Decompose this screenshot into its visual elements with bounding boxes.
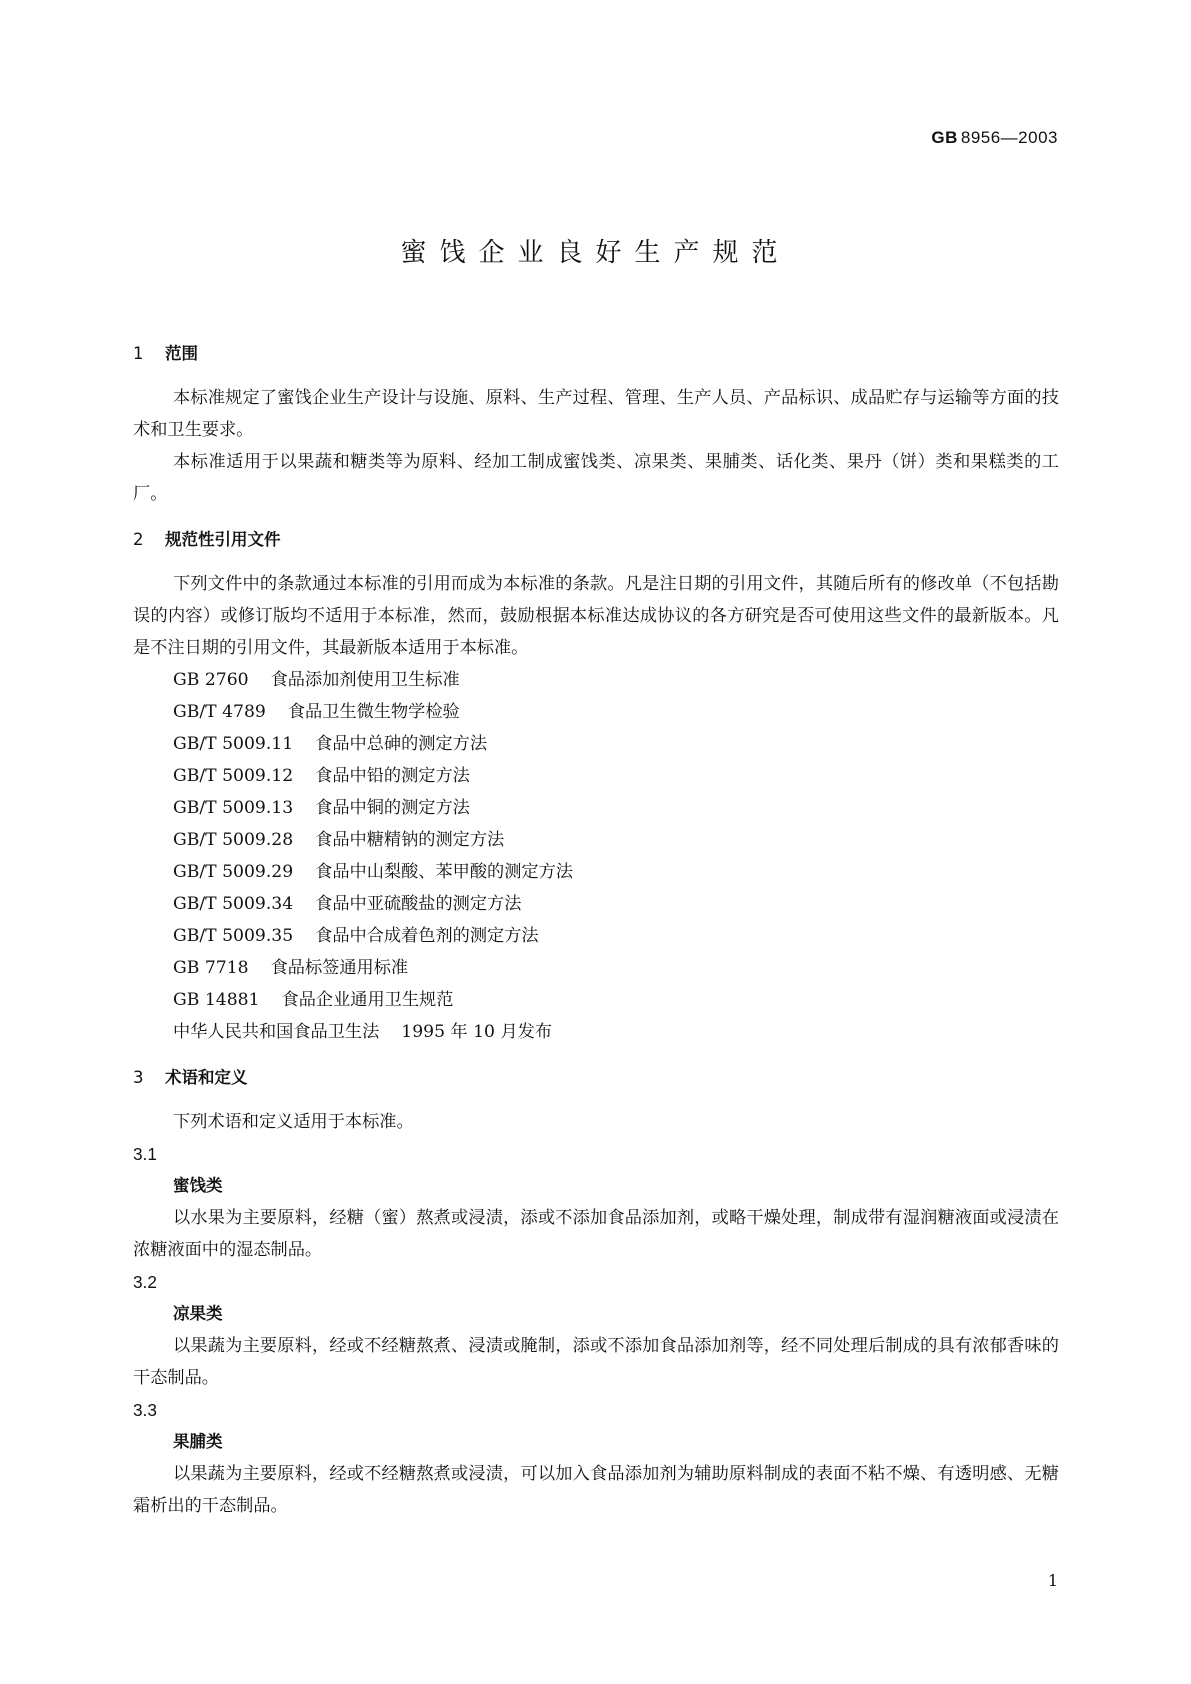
section-heading-normative-references (133, 524, 1059, 556)
reference-title: 食品中糖精钠的测定方法 (315, 830, 505, 850)
reference-code: 中华人民共和国食品卫生法 (173, 1022, 380, 1042)
section-title: 范围 (165, 344, 198, 363)
term-name: 果脯类 (173, 1432, 223, 1451)
paragraph: 本标准规定了蜜饯企业生产设计与设施、原料、生产过程、管理、生产人员、产品标识、成品贮存与运输等方面的技术和卫生要求。 (133, 388, 1059, 440)
reference-item (133, 664, 1059, 696)
reference-item (133, 856, 1059, 888)
section-number: 2 (133, 530, 144, 549)
reference-title: 食品标签通用标准 (270, 958, 409, 978)
reference-title: 食品卫生微生物学检验 (287, 702, 460, 722)
standard-code (931, 128, 1058, 148)
section-title: 规范性引用文件 (165, 530, 281, 549)
reference-item (133, 696, 1059, 728)
paragraph: 下列术语和定义适用于本标准。 (173, 1112, 414, 1132)
reference-code: GB/T 4789 (173, 702, 266, 722)
paragraph: 下列文件中的条款通过本标准的引用而成为本标准的条款。凡是注日期的引用文件，其随后所有的修改单（不包括勘误的内容）或修订版均不适用于本标准，然而，鼓励根据本标准达成协议的各方研究是否可使用这些文件的最新版本。凡是不注日期的引用文件，其最新版本适用于本标准。 (133, 574, 1059, 658)
reference-title: 1995 年 10 月发布 (401, 1022, 553, 1042)
reference-code: GB 7718 (173, 958, 249, 978)
term-name: 蜜饯类 (173, 1176, 223, 1195)
term-definition: 以水果为主要原料，经糖（蜜）熬煮或浸渍，添或不添加食品添加剂，或略干燥处理，制成带有湿润糖液面或浸渍在浓糖液面中的湿态制品。 (133, 1208, 1059, 1260)
section-heading-terms-and-definitions (133, 1062, 1059, 1094)
reference-code: GB 14881 (173, 990, 260, 1010)
reference-code: GB/T 5009.11 (173, 734, 294, 754)
term-definition: 以果蔬为主要原料，经或不经糖熬煮或浸渍，可以加入食品添加剂为辅助原料制成的表面不粘不燥、有透明感、无糖霜析出的干态制品。 (133, 1464, 1059, 1516)
reference-title: 食品中合成着色剂的测定方法 (315, 926, 539, 946)
page-number: 1 (1047, 1571, 1058, 1590)
reference-item (133, 1016, 1059, 1048)
reference-title: 食品中山梨酸、苯甲酸的测定方法 (315, 862, 573, 882)
reference-code: GB/T 5009.28 (173, 830, 294, 850)
reference-title: 食品中铜的测定方法 (315, 798, 470, 818)
reference-item (133, 728, 1059, 760)
reference-title: 食品企业通用卫生规范 (281, 990, 454, 1010)
reference-code: GB 2760 (173, 670, 249, 690)
reference-item (133, 792, 1059, 824)
reference-code: GB/T 5009.34 (173, 894, 294, 914)
document-body (133, 338, 1059, 1522)
reference-item (133, 920, 1059, 952)
paragraph: 本标准适用于以果蔬和糖类等为原料、经加工制成蜜饯类、凉果类、果脯类、话化类、果丹（饼）类和果糕类的工厂。 (133, 452, 1059, 504)
clause-number: 3.3 (133, 1400, 157, 1420)
reference-code: GB/T 5009.13 (173, 798, 294, 818)
reference-item (133, 760, 1059, 792)
reference-item (133, 888, 1059, 920)
reference-code: GB/T 5009.29 (173, 862, 294, 882)
reference-code: GB/T 5009.35 (173, 926, 294, 946)
standard-prefix: GB (931, 128, 958, 147)
term-definition: 以果蔬为主要原料，经或不经糖熬煮、浸渍或腌制，添或不添加食品添加剂等，经不同处理后制成的具有浓郁香味的干态制品。 (133, 1336, 1059, 1388)
reference-item (133, 824, 1059, 856)
standard-number: 8956—2003 (960, 128, 1058, 147)
reference-list (133, 664, 1059, 1048)
reference-title: 食品中总砷的测定方法 (315, 734, 488, 754)
reference-item (133, 984, 1059, 1016)
section-title: 术语和定义 (165, 1068, 248, 1087)
section-number: 3 (133, 1068, 144, 1087)
reference-item (133, 952, 1059, 984)
clause-number: 3.2 (133, 1272, 157, 1292)
section-heading-scope (133, 338, 1059, 370)
reference-code: GB/T 5009.12 (173, 766, 294, 786)
reference-title: 食品中铅的测定方法 (315, 766, 470, 786)
document-title: 蜜饯企业良好生产规范 (400, 238, 791, 268)
reference-title: 食品添加剂使用卫生标准 (270, 670, 460, 690)
section-number: 1 (133, 344, 144, 363)
term-name: 凉果类 (173, 1304, 223, 1323)
reference-title: 食品中亚硫酸盐的测定方法 (315, 894, 522, 914)
clause-number: 3.1 (133, 1144, 157, 1164)
